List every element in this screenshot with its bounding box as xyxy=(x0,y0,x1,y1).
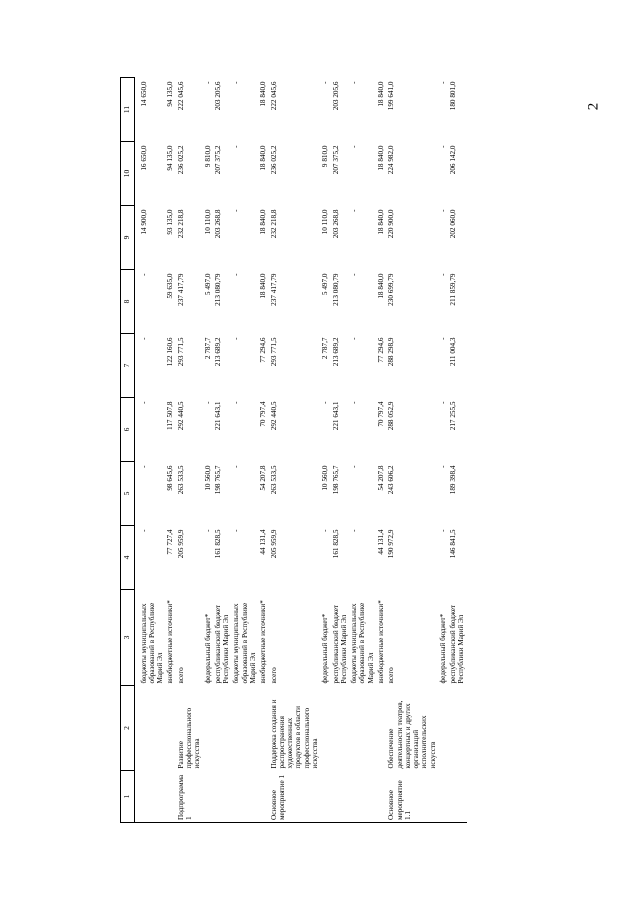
value-cell: 10 560,0 xyxy=(321,465,330,491)
header-cell: 2 xyxy=(121,686,135,771)
title-cell xyxy=(258,686,268,771)
value-cell: 230 699,79 xyxy=(387,273,396,306)
header-cell: 11 xyxy=(121,78,135,142)
table-row xyxy=(438,78,448,823)
value-cell: 263 533,5 xyxy=(176,465,185,495)
header-cell: 5 xyxy=(121,462,135,526)
value-cell: 202 060,0 xyxy=(449,209,458,239)
value-cell: 236 025,2 xyxy=(176,145,185,175)
value-cell: 211 859,79 xyxy=(449,273,458,306)
value-cell: 211 004,3 xyxy=(449,337,458,366)
value-cell: 18 840,0 xyxy=(376,273,385,299)
value-cell: - xyxy=(350,273,359,276)
value-cell: - xyxy=(232,529,241,532)
value-cell: - xyxy=(232,145,241,148)
value-cell: 224 982,0 xyxy=(387,145,396,175)
value-cell: 14 900,0 xyxy=(139,209,148,235)
value-cell: 44 131,4 xyxy=(259,529,268,555)
value-cell: 5 497,0 xyxy=(203,273,212,296)
value-cell: - xyxy=(232,401,241,404)
value-cell: 10 110,0 xyxy=(203,209,212,235)
value-cell: 221 643,1 xyxy=(331,401,340,431)
value-cell: - xyxy=(232,337,241,340)
table-row xyxy=(176,78,203,823)
value-cell: - xyxy=(438,401,447,404)
value-cell: 161 828,5 xyxy=(331,529,340,559)
value-cell: 18 840,0 xyxy=(259,209,268,235)
value-cell: - xyxy=(350,145,359,148)
title-cell xyxy=(448,686,467,771)
value-cell: 77 294,6 xyxy=(376,337,385,363)
table-row xyxy=(386,78,438,823)
value-cell: - xyxy=(438,273,447,276)
value-cell: 288 298,9 xyxy=(387,337,396,367)
source-cell: республиканский бюджет Республики Марий Эл xyxy=(449,604,466,684)
program-cell xyxy=(320,771,330,823)
program-cell: Основное мероприятие 1.1 xyxy=(386,771,438,823)
title-cell xyxy=(203,686,213,771)
value-cell: 203 205,6 xyxy=(331,81,340,111)
value-cell: 18 840,0 xyxy=(376,145,385,171)
value-cell: - xyxy=(203,81,212,84)
value-cell: 161 828,5 xyxy=(213,529,222,559)
value-cell: 293 771,5 xyxy=(269,337,278,367)
table-row xyxy=(213,78,232,823)
value-cell: 70 797,4 xyxy=(259,401,268,427)
value-cell: 203 268,8 xyxy=(331,209,340,239)
header-cell: 10 xyxy=(121,142,135,206)
value-cell: 18 840,0 xyxy=(376,209,385,235)
program-cell xyxy=(448,771,467,823)
table-row xyxy=(349,78,376,823)
value-cell: 220 900,0 xyxy=(387,209,396,239)
value-cell: - xyxy=(203,529,212,532)
program-cell xyxy=(213,771,232,823)
value-cell: 93 135,0 xyxy=(166,209,175,235)
value-cell: - xyxy=(232,465,241,468)
value-cell: 232 218,8 xyxy=(176,209,185,239)
program-cell xyxy=(331,771,350,823)
table-row xyxy=(165,78,175,823)
value-cell: - xyxy=(232,273,241,276)
source-cell: всего xyxy=(176,667,185,684)
value-cell: 189 398,4 xyxy=(449,465,458,495)
value-cell: 190 972,9 xyxy=(387,529,396,559)
title-cell: Поддержка создания и распространения художественных продуктов в области профессионального искусства xyxy=(269,699,319,769)
source-cell: бюджеты муниципальных образований в Республике Марий Эл xyxy=(232,602,257,684)
value-cell: 199 641,0 xyxy=(387,81,396,111)
table-row xyxy=(448,78,467,823)
source-cell: республиканский бюджет Республики Марий Эл xyxy=(213,604,231,684)
source-cell: бюджеты муниципальных образований в Республике Марий Эл xyxy=(350,602,375,684)
value-cell: 122 160,6 xyxy=(166,337,175,367)
value-cell: - xyxy=(139,337,148,340)
value-cell: 292 440,5 xyxy=(176,401,185,431)
title-cell xyxy=(134,686,165,771)
value-cell: 207 375,2 xyxy=(331,145,340,175)
program-cell xyxy=(203,771,213,823)
value-cell: 5 497,0 xyxy=(321,273,330,296)
value-cell: 288 052,9 xyxy=(387,401,396,431)
title-cell xyxy=(231,686,258,771)
value-cell: 18 840,0 xyxy=(259,273,268,299)
value-cell: 77 294,6 xyxy=(259,337,268,363)
value-cell: 203 205,6 xyxy=(213,81,222,111)
value-cell: 207 375,2 xyxy=(213,145,222,175)
header-cell: 4 xyxy=(121,526,135,590)
value-cell: 213 689,2 xyxy=(331,337,340,367)
value-cell: - xyxy=(438,337,447,340)
header-cell: 8 xyxy=(121,270,135,334)
program-cell: Основное мероприятие 1 xyxy=(269,771,321,823)
title-cell: Развитие профессионального искусства xyxy=(176,707,202,769)
source-cell: бюджеты муниципальных образований в Республике Марий Эл xyxy=(139,602,165,684)
header-row xyxy=(121,78,135,823)
value-cell: 59 635,0 xyxy=(166,273,175,299)
value-cell: - xyxy=(438,81,447,84)
value-cell: 18 840,0 xyxy=(376,81,385,107)
value-cell: 180 801,0 xyxy=(449,81,458,111)
value-cell: - xyxy=(438,465,447,468)
title-cell xyxy=(376,686,386,771)
value-cell: 16 650,0 xyxy=(139,145,148,171)
value-cell: - xyxy=(321,529,330,532)
value-cell: 98 645,6 xyxy=(166,465,175,491)
program-cell xyxy=(231,771,258,823)
value-cell: 217 255,5 xyxy=(449,401,458,431)
value-cell: - xyxy=(438,209,447,212)
value-cell: 2 787,7 xyxy=(321,337,330,360)
value-cell: 54 207,8 xyxy=(259,465,268,491)
source-cell: всего xyxy=(269,667,278,684)
table-row xyxy=(231,78,258,823)
budget-table xyxy=(120,77,467,823)
value-cell: 237 417,79 xyxy=(176,273,185,306)
value-cell: 18 840,0 xyxy=(259,81,268,107)
table-row xyxy=(203,78,213,823)
table-row xyxy=(269,78,321,823)
value-cell: - xyxy=(350,529,359,532)
value-cell: 222 045,6 xyxy=(176,81,185,111)
program-cell xyxy=(134,771,165,823)
value-cell: - xyxy=(321,81,330,84)
value-cell: - xyxy=(350,209,359,212)
value-cell: 243 606,2 xyxy=(387,465,396,495)
program-cell: Подпрограмма 1 xyxy=(176,771,203,823)
value-cell: - xyxy=(232,81,241,84)
value-cell: 9 810,0 xyxy=(321,145,330,168)
value-cell: 198 765,7 xyxy=(213,465,222,495)
value-cell: 205 959,9 xyxy=(176,529,185,559)
value-cell: - xyxy=(350,337,359,340)
program-cell xyxy=(165,771,175,823)
program-cell xyxy=(258,771,268,823)
rotated-page xyxy=(120,78,562,823)
value-cell: 94 135,0 xyxy=(166,145,175,171)
table-row xyxy=(320,78,330,823)
program-cell xyxy=(349,771,376,823)
value-cell: 206 142,0 xyxy=(449,145,458,175)
value-cell: - xyxy=(232,209,241,212)
header-cell: 9 xyxy=(121,206,135,270)
value-cell: 236 025,2 xyxy=(269,145,278,175)
program-cell xyxy=(376,771,386,823)
source-cell: республиканский бюджет Республики Марий Эл xyxy=(331,604,348,684)
program-cell xyxy=(438,771,448,823)
source-cell: федеральный бюджет* xyxy=(438,613,447,684)
value-cell: 117 507,8 xyxy=(166,401,175,430)
value-cell: 222 045,6 xyxy=(269,81,278,111)
value-cell: 77 727,4 xyxy=(166,529,175,555)
value-cell: - xyxy=(139,529,148,532)
title-cell xyxy=(349,686,376,771)
table-body xyxy=(134,78,467,823)
title-cell xyxy=(165,686,175,771)
value-cell: 146 841,5 xyxy=(449,529,458,559)
page-number: 2 xyxy=(585,102,602,111)
value-cell: - xyxy=(203,401,212,404)
value-cell: - xyxy=(350,401,359,404)
value-cell: 18 840,0 xyxy=(259,145,268,171)
value-cell: 70 797,4 xyxy=(376,401,385,427)
value-cell: 263 533,5 xyxy=(269,465,278,495)
header-cell: 7 xyxy=(121,334,135,398)
value-cell: - xyxy=(350,465,359,468)
title-cell xyxy=(320,686,330,771)
value-cell: 221 643,1 xyxy=(213,401,222,431)
value-cell: 44 131,4 xyxy=(376,529,385,555)
value-cell: 232 218,8 xyxy=(269,209,278,239)
source-cell: федеральный бюджет* xyxy=(321,613,330,684)
value-cell: 203 268,8 xyxy=(213,209,222,239)
source-cell: федеральный бюджет* xyxy=(203,613,212,684)
source-cell: внебюджетные источники* xyxy=(259,600,268,684)
value-cell: 94 135,0 xyxy=(166,81,175,107)
source-cell: внебюджетные источники* xyxy=(166,600,175,684)
header-cell: 3 xyxy=(121,590,135,686)
value-cell: - xyxy=(438,145,447,148)
value-cell: 213 080,79 xyxy=(213,273,222,306)
value-cell: 213 080,79 xyxy=(331,273,340,306)
title-cell xyxy=(331,686,350,771)
value-cell: - xyxy=(139,401,148,404)
value-cell: - xyxy=(438,529,447,532)
value-cell: 9 810,0 xyxy=(203,145,212,168)
table-row xyxy=(331,78,350,823)
table-row xyxy=(258,78,268,823)
title-cell xyxy=(438,686,448,771)
header-cell: 6 xyxy=(121,398,135,462)
value-cell: - xyxy=(321,401,330,404)
value-cell: 292 440,5 xyxy=(269,401,278,431)
table-row xyxy=(376,78,386,823)
value-cell: 293 771,5 xyxy=(176,337,185,367)
header-cell: 1 xyxy=(121,771,135,823)
title-cell: Обеспечение деятельности театров, концертных и других организаций исполнительских искусств xyxy=(387,700,437,769)
title-cell xyxy=(213,686,232,771)
source-cell: внебюджетные источники* xyxy=(376,600,385,684)
value-cell: 10 110,0 xyxy=(321,209,330,235)
value-cell: - xyxy=(350,81,359,84)
value-cell: 10 560,0 xyxy=(203,465,212,491)
value-cell: 213 689,2 xyxy=(213,337,222,367)
value-cell: - xyxy=(139,465,148,468)
value-cell: 54 207,8 xyxy=(376,465,385,491)
table-row xyxy=(134,78,165,823)
value-cell: 237 417,79 xyxy=(269,273,278,306)
value-cell: 2 787,7 xyxy=(203,337,212,360)
value-cell: - xyxy=(139,273,148,276)
value-cell: 14 650,0 xyxy=(139,81,148,107)
value-cell: 205 959,9 xyxy=(269,529,278,559)
source-cell: всего xyxy=(387,667,396,684)
value-cell: 198 765,7 xyxy=(331,465,340,495)
